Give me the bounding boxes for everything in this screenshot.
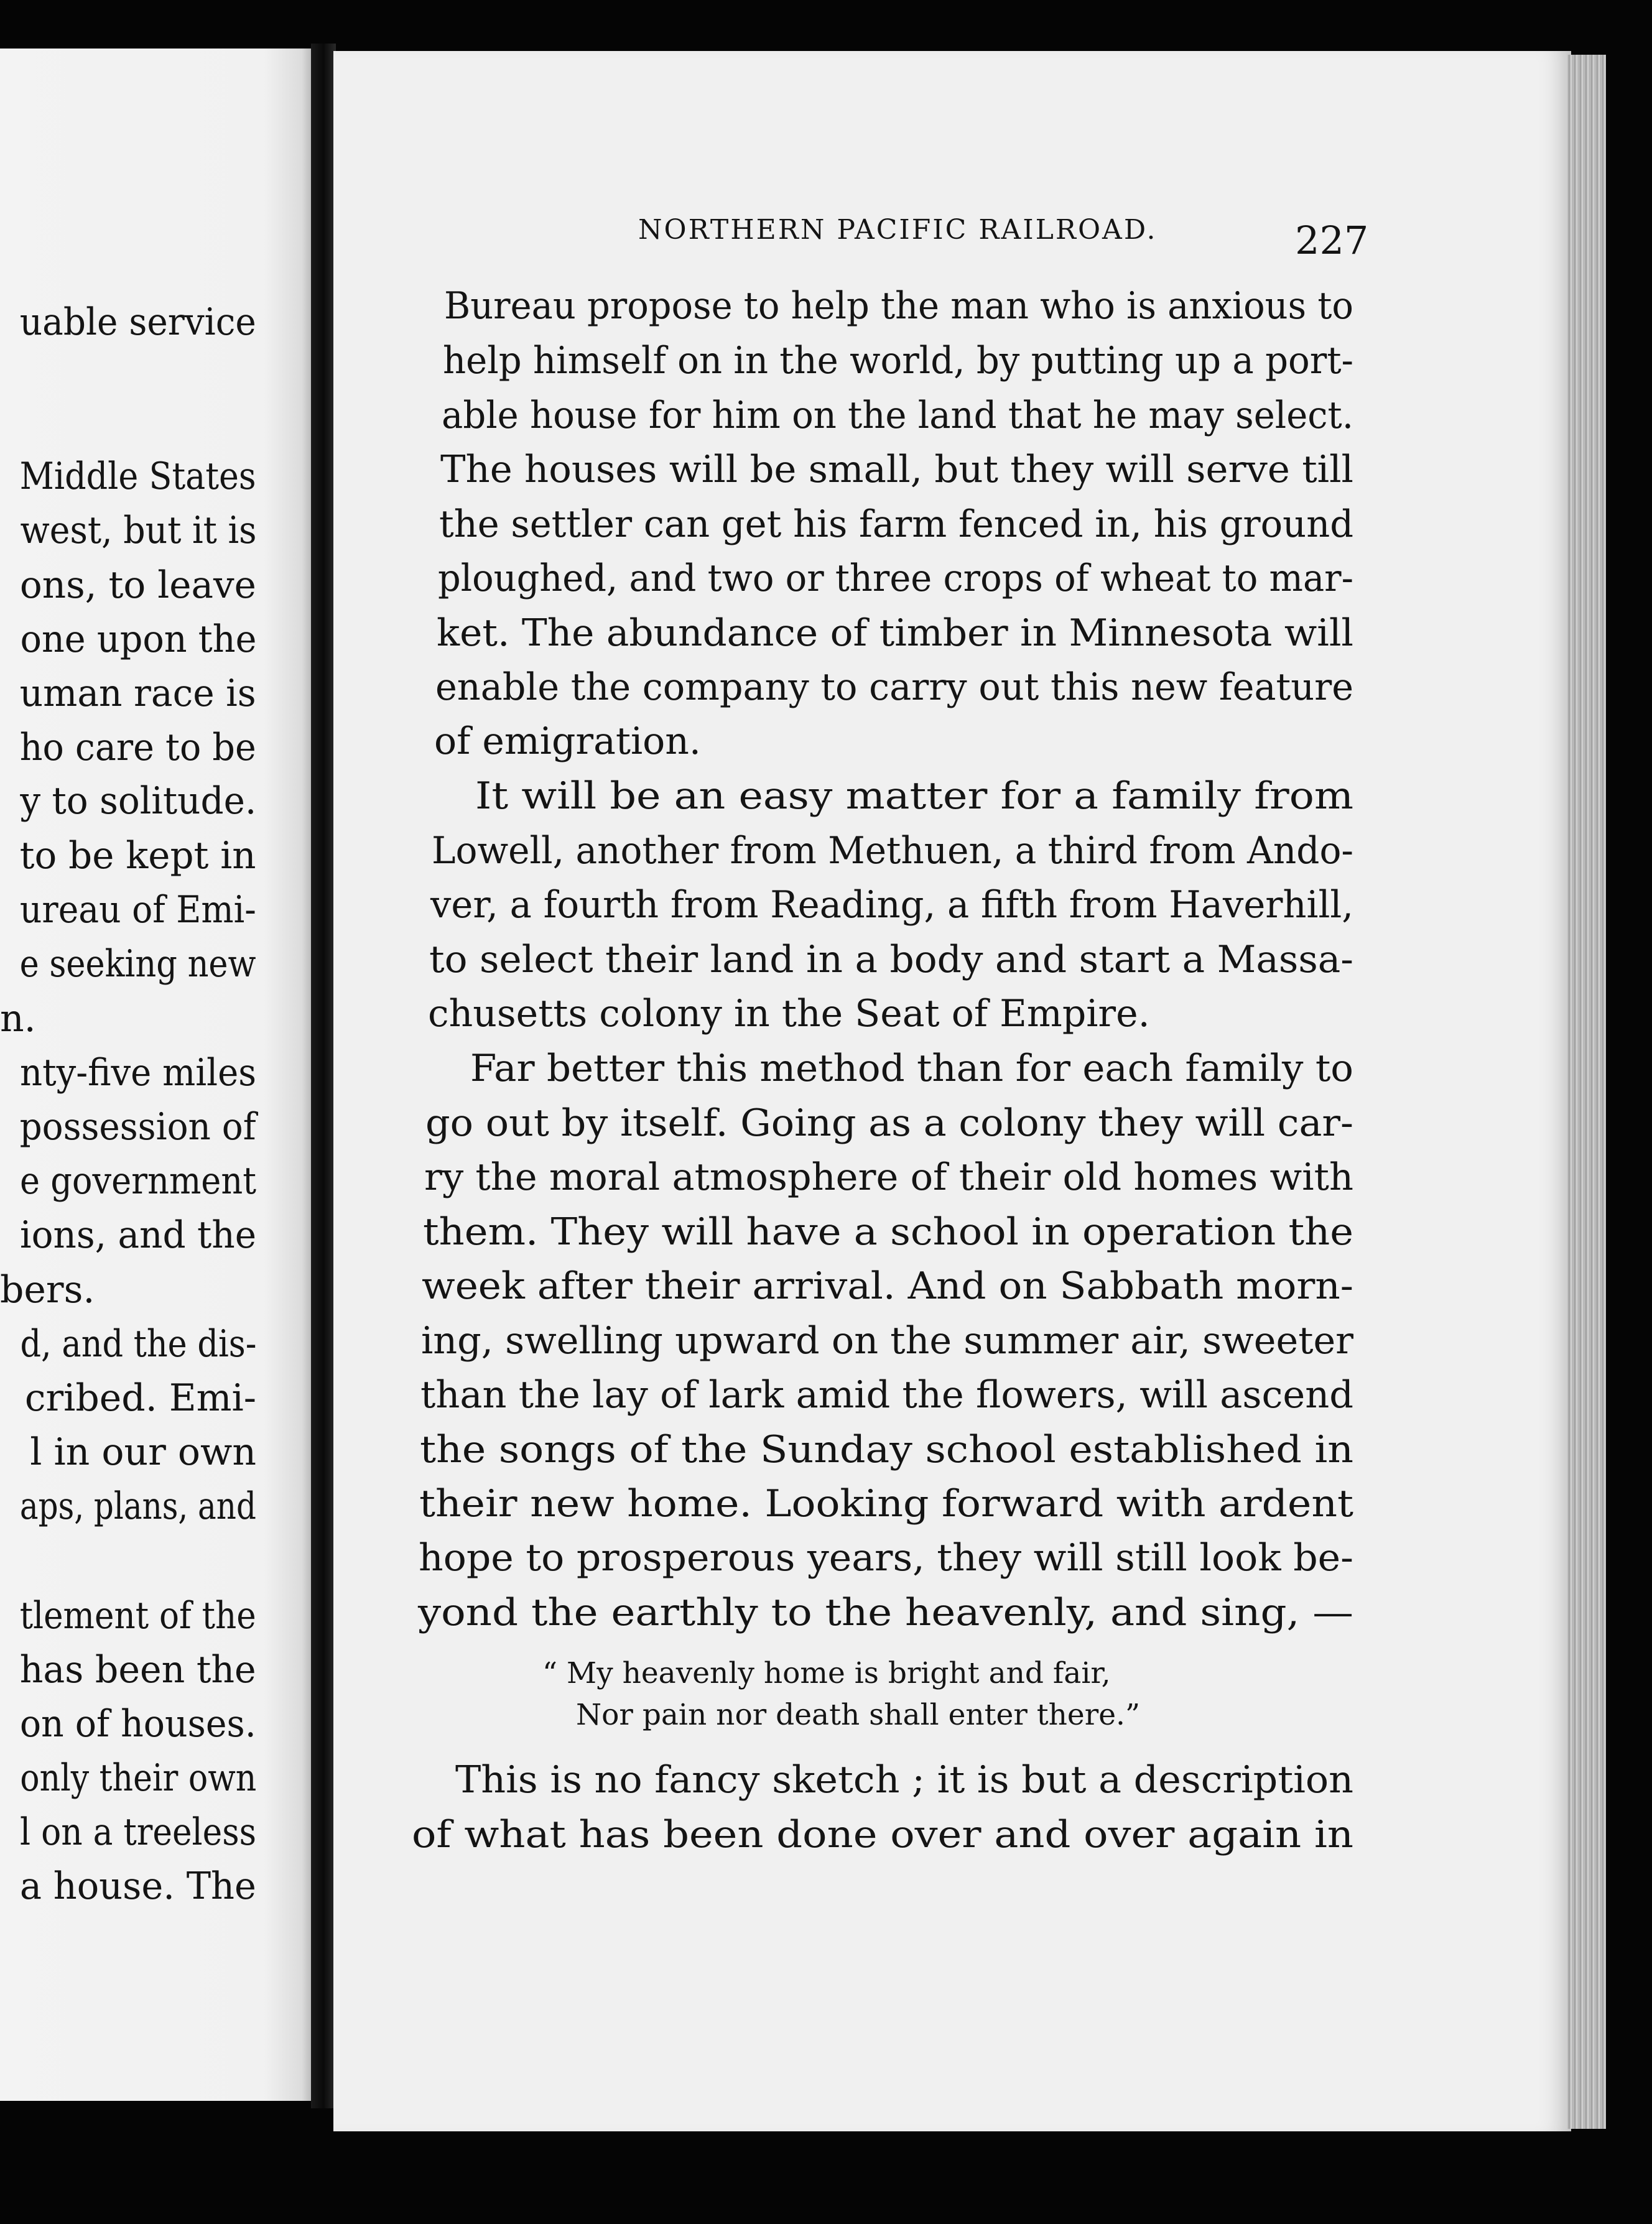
body-line: ing, swelling upward on the summer air, sweeter xyxy=(421,1319,1353,1363)
left-page-line: tlement of the xyxy=(20,1594,256,1638)
body-line: This is no fancy sketch ; it is but a description xyxy=(455,1758,1353,1802)
body-line: yond the earthly to the heavenly, and sing, — xyxy=(418,1591,1353,1634)
body-line: help himself on in the world, by putting up a port- xyxy=(443,339,1353,382)
left-page-line: a house. The xyxy=(20,1865,256,1908)
left-page-line: uable service xyxy=(20,300,256,344)
left-page-line: aps, plans, and xyxy=(20,1485,256,1528)
body-line: of what has been done over and over again in xyxy=(412,1813,1353,1856)
left-page-line: n. xyxy=(0,997,36,1040)
left-page-line: l on a treeless xyxy=(20,1810,256,1854)
left-page-line: ho care to be xyxy=(20,726,256,769)
running-head: NORTHERN PACIFIC RAILROAD. xyxy=(638,214,1158,246)
left-page-line: d, and the dis- xyxy=(20,1322,256,1366)
left-page-line: only their own xyxy=(20,1756,256,1800)
body-line: chusetts colony in the Seat of Empire. xyxy=(428,992,1150,1036)
body-line: week after their arrival. And on Sabbath morn- xyxy=(422,1264,1353,1308)
body-line: their new home. Looking forward with ardent xyxy=(419,1482,1353,1526)
left-page-line: y to solitude. xyxy=(20,779,256,823)
left-page-line: ions, and the xyxy=(20,1213,256,1257)
body-line: to select their land in a body and start a Massa- xyxy=(429,938,1353,981)
left-page-line: possession of xyxy=(20,1105,256,1149)
body-line: It will be an easy matter for a family from xyxy=(475,774,1353,818)
right-page xyxy=(333,51,1571,2131)
body-line: than the lay of lark amid the flowers, will ascend xyxy=(420,1373,1353,1417)
page-number: 227 xyxy=(1295,218,1369,263)
body-line: the songs of the Sunday school established in xyxy=(420,1428,1353,1471)
left-page-line: cribed. Emi- xyxy=(24,1376,256,1420)
body-line: hope to prosperous years, they will still look be- xyxy=(419,1536,1353,1580)
body-line: ry the moral atmosphere of their old homes with xyxy=(424,1156,1353,1199)
left-page-line: bers. xyxy=(0,1268,95,1312)
page-edges xyxy=(1567,55,1606,2129)
left-page-line: one upon the xyxy=(20,618,256,661)
left-page-line: has been the xyxy=(20,1648,256,1692)
body-line: Lowell, another from Methuen, a third from Ando- xyxy=(432,829,1353,873)
body-line: able house for him on the land that he may select. xyxy=(442,394,1353,437)
left-page-line: ons, to leave xyxy=(20,563,256,607)
left-page-line: e seeking new xyxy=(20,942,256,986)
left-page-line: uman race is xyxy=(20,672,256,715)
body-line: Bureau propose to help the man who is anxious to xyxy=(444,284,1353,328)
left-page-line: ureau of Emi- xyxy=(20,888,256,932)
body-line: the settler can get his farm fenced in, his ground xyxy=(439,503,1353,546)
body-line: The houses will be small, but they will serve till xyxy=(440,448,1353,491)
book-gutter xyxy=(311,44,336,2108)
body-line: ploughed, and two or three crops of wheat to mar- xyxy=(438,557,1353,600)
left-page-line: Middle States xyxy=(20,455,256,498)
left-page-line: nty-five miles xyxy=(20,1051,256,1095)
verse-line: “ My heavenly home is bright and fair, xyxy=(542,1656,1111,1690)
body-line: ver, a fourth from Reading, a fifth from Haverhill, xyxy=(430,883,1353,927)
verse-line: Nor pain nor death shall enter there.” xyxy=(576,1698,1140,1732)
left-page-line: west, but it is xyxy=(20,509,256,552)
body-line: them. They will have a school in operation the xyxy=(423,1210,1353,1254)
body-line: go out by itself. Going as a colony they will car- xyxy=(425,1101,1353,1145)
body-line: Far better this method than for each family to xyxy=(470,1047,1353,1090)
body-line: enable the company to carry out this new feature xyxy=(435,665,1353,709)
body-line: ket. The abundance of timber in Minnesota will xyxy=(437,611,1353,655)
left-page-line: on of houses. xyxy=(20,1702,256,1746)
left-page-line: to be kept in xyxy=(20,834,256,878)
body-line: of emigration. xyxy=(434,720,701,763)
left-page xyxy=(0,49,311,2101)
left-page-line: l in our own xyxy=(30,1430,256,1474)
left-page-line: e government xyxy=(20,1159,256,1203)
